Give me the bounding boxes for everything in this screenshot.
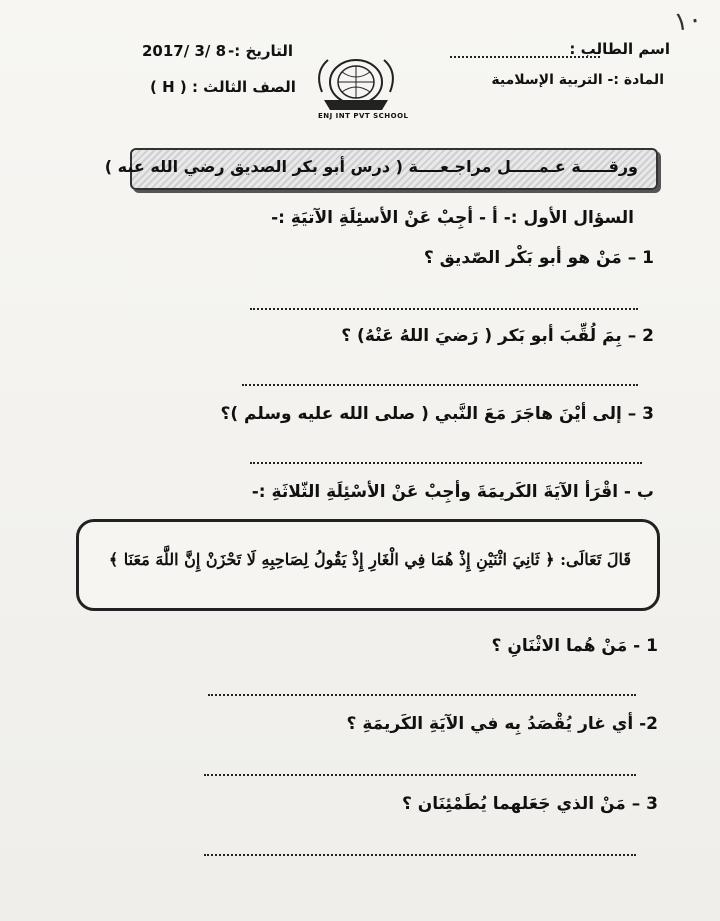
- question-a1: 1 – مَنْ هو أبو بَكْر الصّديق ؟: [423, 248, 654, 268]
- answer-line-b1[interactable]: [208, 692, 636, 696]
- date-value: 2017/ 3/ 8: [142, 42, 227, 60]
- section-b-heading: ب - اقْرَأ الآيَةَ الكَريمَةَ وأجِبْ عَنْ الأسْئِلَةِ الثّلاثَةِ :-: [251, 482, 654, 502]
- worksheet-title: ورقـــــة عـمـــــل مراجـعــــة ( درس أبو بكر الصديق رضي الله عنه ): [104, 157, 638, 176]
- verse-box: [76, 519, 660, 611]
- grade-label: الصف الثالث : ( H ): [150, 78, 296, 96]
- quran-verse: قَالَ تَعَالَى: ﴿ ثَانِيَ اثْنَيْنِ إِذْ هُمَا فِي الْغَارِ إِذْ يَقُولُ لِصَاحِبِهِ لَا تَحْزَنْ إِنَّ اللَّهَ مَعَنَا ﴾: [108, 550, 631, 569]
- question-a2: 2 – بِمَ لُقِّبَ أبو بَكر ( رَضيَ اللهُ عَنْهُ) ؟: [341, 326, 654, 346]
- logo-caption: ENJ INT PVT SCHOOL: [318, 112, 409, 120]
- answer-line-b2[interactable]: [204, 772, 636, 776]
- question-b2: 2- أي غار يُقْصَدُ بِه في الآيَةِ الكَريمَةِ ؟: [346, 714, 658, 734]
- answer-line-b3[interactable]: [204, 852, 636, 856]
- section-a-heading: السؤال الأول :- أ - أجِبْ عَنْ الأسئِلَةِ الآتيَةِ :-: [271, 208, 634, 228]
- student-name-line[interactable]: [450, 54, 600, 58]
- worksheet-title-banner: [104, 148, 658, 190]
- answer-line-a3[interactable]: [250, 460, 642, 464]
- answer-line-a1[interactable]: [250, 306, 638, 310]
- question-a3: 3 – إلى أيْنَ هاجَرَ مَعَ النَّبي ( صلى الله عليه وسلم )؟: [220, 404, 654, 424]
- subject-label: المادة :- التربية الإسلامية: [491, 72, 664, 88]
- question-b3: 3 – مَنْ الذي جَعَلهما يُطَمْئِنَان ؟: [401, 794, 658, 814]
- date-label: التاريخ :-: [228, 42, 294, 60]
- grade-mark: ١٠: [672, 4, 704, 38]
- question-b1: 1 - مَنْ هُما الاثْنَانِ ؟: [491, 636, 658, 656]
- student-name-label: اسم الطالب :: [569, 40, 670, 58]
- answer-line-a2[interactable]: [242, 382, 638, 386]
